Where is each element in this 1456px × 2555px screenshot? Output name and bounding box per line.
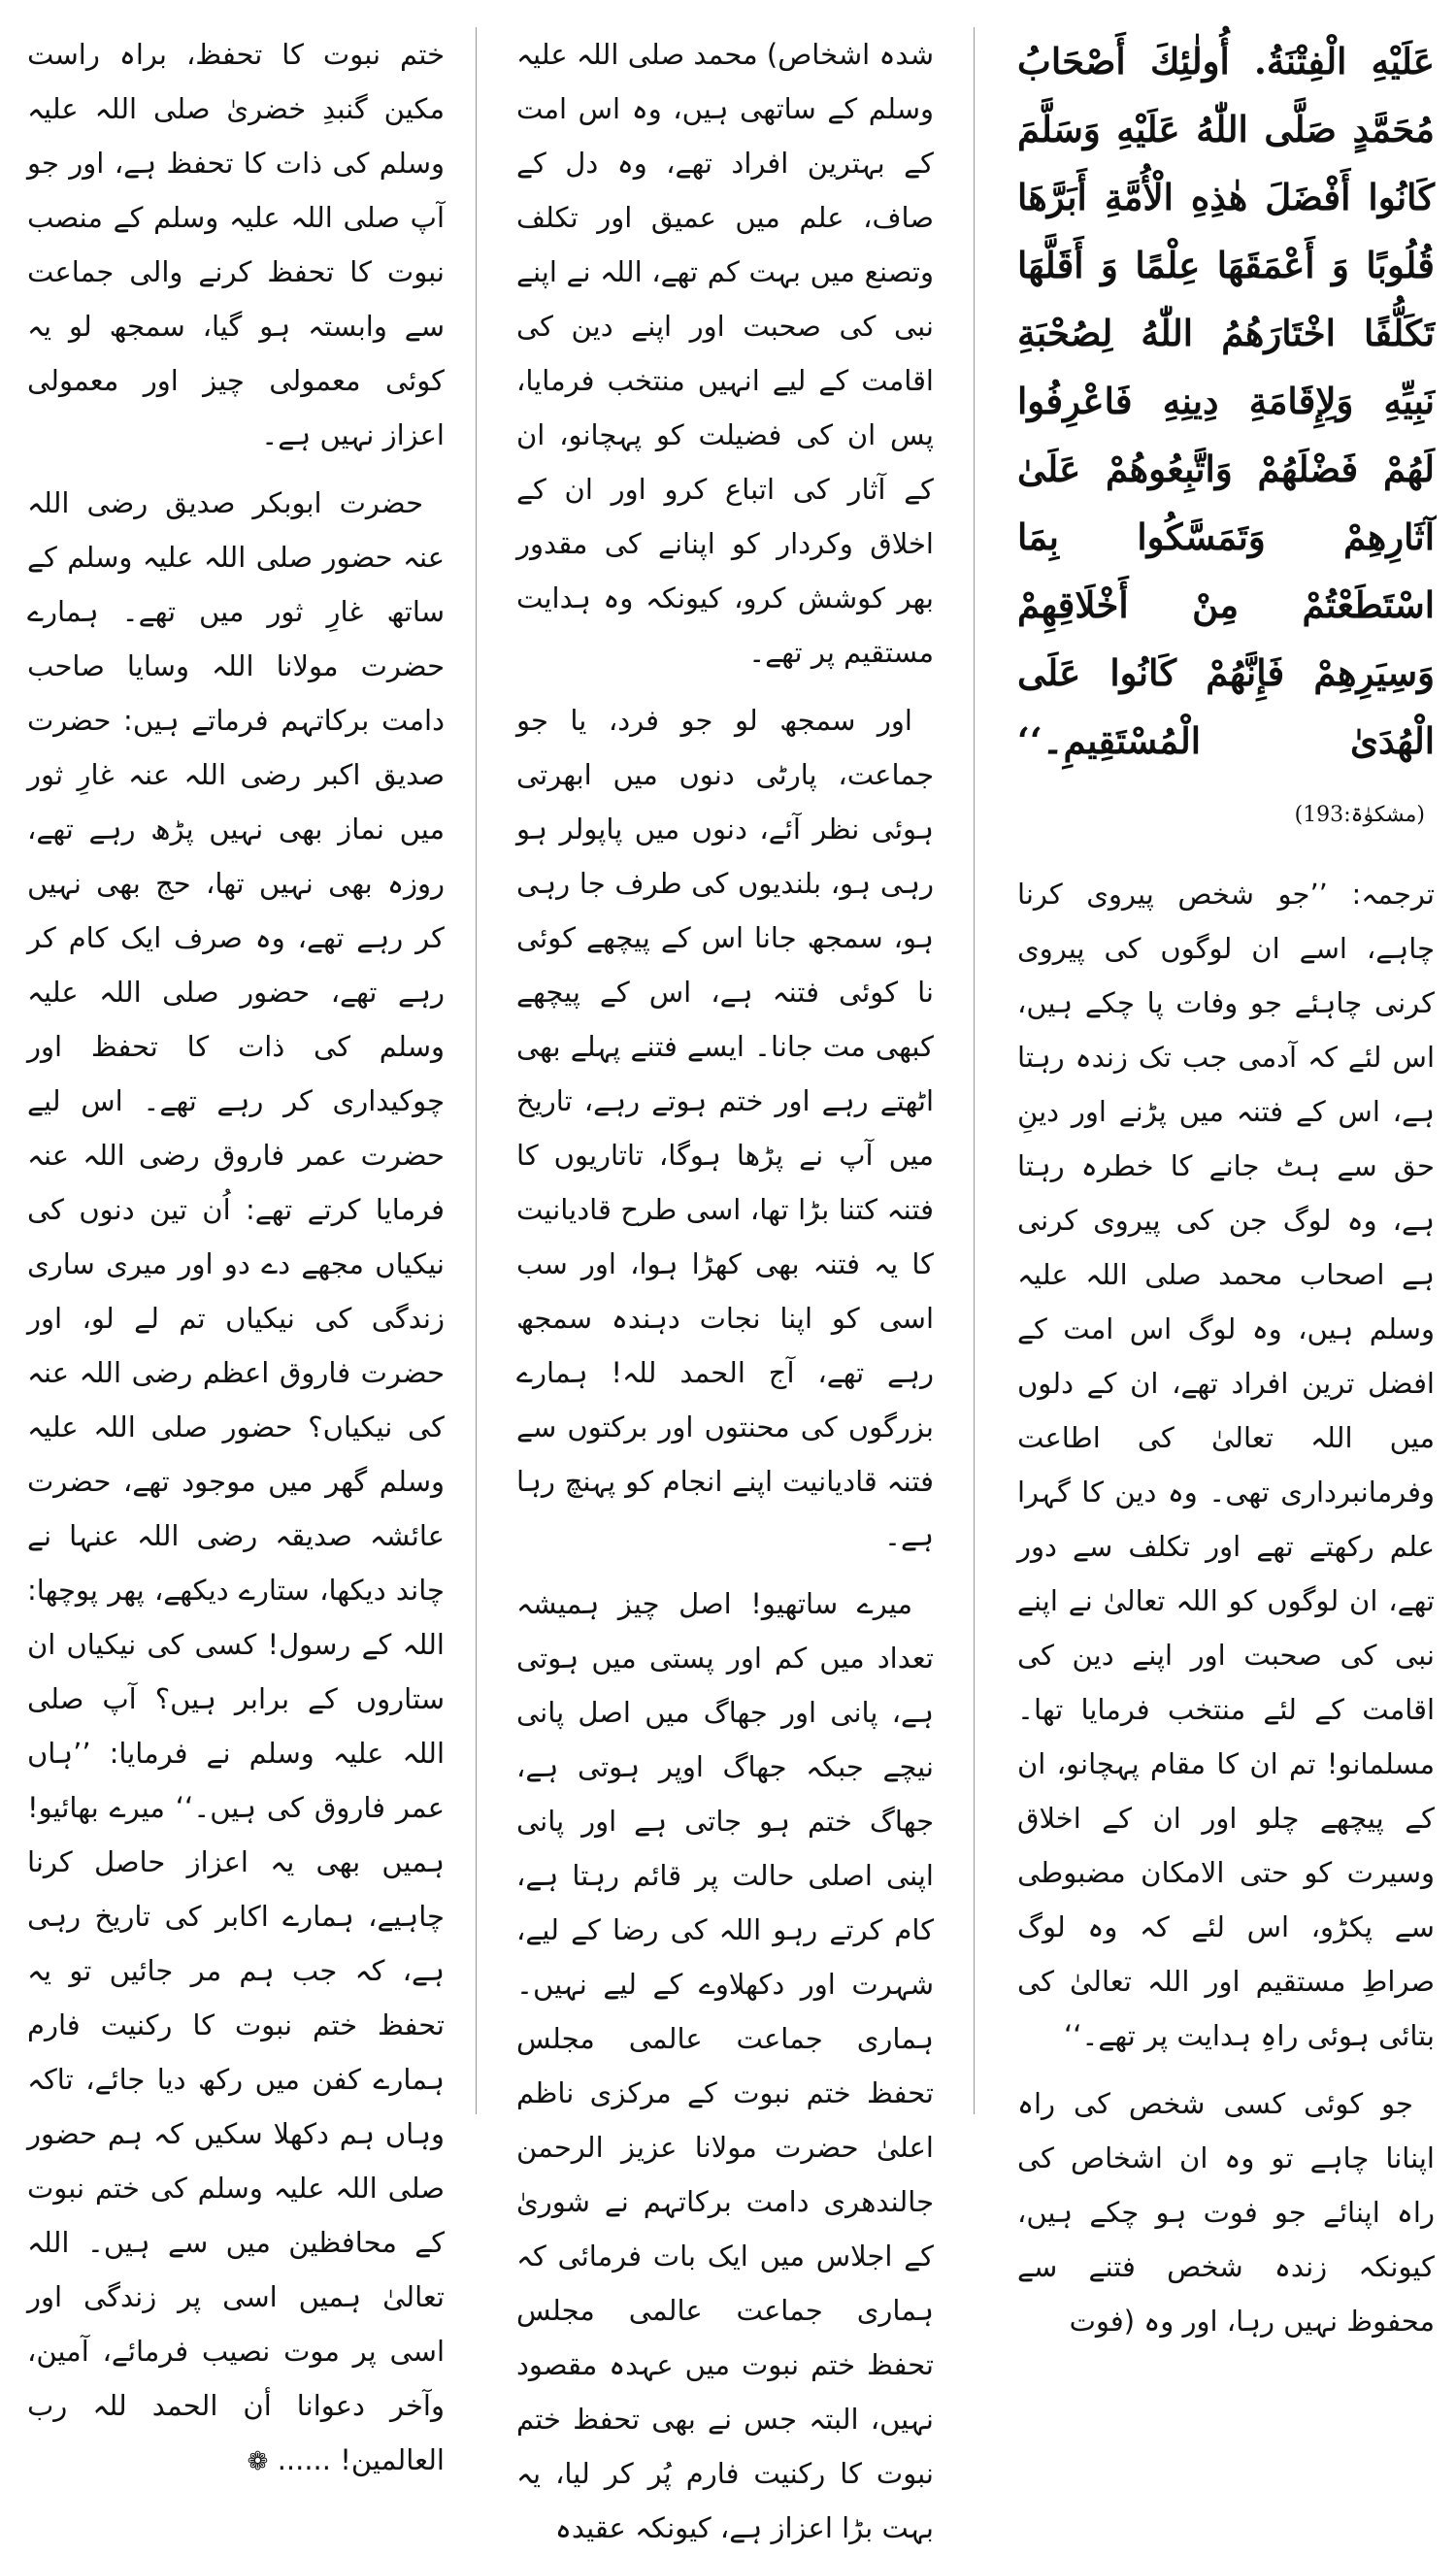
column-right-paragraph-2: جو کوئی کسی شخص کی راہ اپنانا چاہے تو وہ ان اشخاص کی راہ اپنائے جو فوت ہو چکے ہیں، کیونکہ زندہ شخص فتنے سے محفوظ نہیں رہا، اور وہ (فوت xyxy=(1017,2087,1435,2338)
column-middle xyxy=(516,27,934,2544)
column-left-paragraph-2-text: حضرت ابوبکر صدیق رضی اللہ عنہ حضور صلی اللہ علیہ وسلم کے ساتھ غارِ ثور میں تھے۔ ہمارے حضرت مولانا اللہ وسایا صاحب دامت برکاتہم فرماتے ہیں: حضرت صدیق اکبر رضی اللہ عنہ غارِ ثور میں نماز بھی نہیں پڑھ رہے تھے، روزہ بھی نہیں تھا، حج بھی نہیں کر رہے تھے، وہ صرف ایک کام کر رہے تھے، حضور صلی اللہ علیہ وسلم کی ذات کا تحفظ اور چوکیداری کر رہے تھے۔ اس لیے حضرت عمر فاروق رضی اللہ عنہ فرمایا کرتے تھے: اُن تین دنوں کی نیکیاں مجھے دے دو اور میری ساری زندگی کی نیکیاں تم لے لو، اور حضرت فاروق اعظم رضی اللہ عنہ کی نیکیاں؟ حضور صلی اللہ علیہ وسلم گھر میں موجود تھے، حضرت عائشہ صدیقہ رضی اللہ عنہا نے چاند دیکھا، ستارے دیکھے، پھر پوچھا: اللہ کے رسول! کسی کی نیکیاں ان ستاروں کے برابر ہیں؟ آپ صلی اللہ علیہ وسلم نے فرمایا: ’’ہاں عمر فاروق کی ہیں۔‘‘ میرے بھائیو! ہمیں بھی یہ اعزاز حاصل کرنا چاہیے، ہمارے اکابر کی تاریخ رہی ہے، کہ جب ہم مر جائیں تو یہ تحفظ ختم نبوت کا رکنیت فارم ہمارے کفن میں رکھ دیا جائے، تاکہ وہاں ہم دکھلا سکیں کہ ہم حضور صلی اللہ علیہ وسلم کی ختم نبوت کے محافظین میں سے ہیں۔ اللہ تعالیٰ ہمیں اسی پر زندگی اور اسی پر موت نصیب فرمائے، آمین، وآخر دعوانا أن الحمد للہ رب العالمین! ...... xyxy=(27,486,445,2476)
hadith-reference: (مشکوٰۃ:193) xyxy=(1294,803,1425,827)
column-left xyxy=(27,27,445,2476)
column-middle-paragraph-1: شدہ اشخاص) محمد صلی اللہ علیہ وسلم کے ساتھی ہیں، وہ اس امت کے بہترین افراد تھے، وہ دل کے صاف، علم میں عمیق اور تکلف وتصنع میں بہت کم تھے، اللہ نے اپنے نبی کی صحبت اور اپنے دین کی اقامت کے لیے انہیں منتخب فرمایا، پس ان کی فضیلت کو پہچانو، ان کے آثار کی اتباع کرو اور ان کے اخلاق وکردار کو اپنانے کی مقدور بھر کوشش کرو، کیونکہ وہ ہدایت مستقیم پر تھے۔ xyxy=(516,38,934,669)
column-middle-paragraph-2: اور سمجھ لو جو فرد، یا جو جماعت، پارٹی دنوں میں ابھرتی ہوئی نظر آئے، دنوں میں پاپولر ہو رہی ہو، بلندیوں کی طرف جا رہی ہو، سمجھ جانا اس کے پیچھے کوئی نا کوئی فتنہ ہے، اس کے پیچھے کبھی مت جانا۔ ایسے فتنے پہلے بھی اٹھتے رہے اور ختم ہوتے رہے، تاریخ میں آپ نے پڑھا ہوگا، تاتاریوں کا فتنہ کتنا بڑا تھا، اسی طرح قادیانیت کا یہ فتنہ بھی کھڑا ہوا، اور سب اسی کو اپنا نجات دہندہ سمجھ رہے تھے، آج الحمد للہ! ہمارے بزرگوں کی محنتوں اور برکتوں سے فتنہ قادیانیت اپنے انجام کو پہنچ رہا ہے۔ xyxy=(516,704,934,1552)
column-left-paragraph-2 xyxy=(27,476,445,2489)
translation-paragraph: ترجمہ: ’’جو شخص پیروی کرنا چاہے، اسے ان لوگوں کی پیروی کرنی چاہئے جو وفات پا چکے ہیں، اس لئے کہ آدمی جب تک زندہ رہتا ہے، اس کے فتنہ میں پڑنے اور دینِ حق سے ہٹ جانے کا خطرہ رہتا ہے، وہ لوگ جن کی پیروی کرنی ہے اصحاب محمد صلی اللہ علیہ وسلم ہیں، وہ لوگ اس امت کے افضل ترین افراد تھے، ان کے دلوں میں اللہ تعالیٰ کی اطاعت وفرمانبرداری تھی۔ وہ دین کا گہرا علم رکھتے تھے اور تکلف سے دور تھے، ان لوگوں کو اللہ تعالیٰ نے اپنے نبی کی صحبت اور اپنے دین کی اقامت کے لئے منتخب فرمایا تھا۔ مسلمانو! تم ان کا مقام پہچانو، ان کے پیچھے چلو اور ان کے اخلاق وسیرت کو حتی الامکان مضبوطی سے پکڑو، اس لئے کہ وہ لوگ صراطِ مستقیم اور اللہ تعالیٰ کی بتائی ہوئی راہِ ہدایت پر تھے۔‘‘ xyxy=(1017,878,1435,2052)
column-divider-left xyxy=(476,27,477,2114)
column-middle-paragraph-3: میرے ساتھیو! اصل چیز ہمیشہ تعداد میں کم اور پستی میں ہوتی ہے، پانی اور جھاگ میں اصل پانی نیچے جبکہ جھاگ اوپر ہوتی ہے، جھاگ ختم ہو جاتی ہے اور پانی اپنی اصلی حالت پر قائم رہتا ہے، کام کرتے رہو اللہ کی رضا کے لیے، شہرت اور دکھلاوے کے لیے نہیں۔ ہماری جماعت عالمی مجلس تحفظ ختم نبوت کے مرکزی ناظم اعلیٰ حضرت مولانا عزیز الرحمن جالندھری دامت برکاتہم نے شوریٰ کے اجلاس میں ایک بات فرمائی کہ ہماری جماعت عالمی مجلس تحفظ ختم نبوت میں عہدہ مقصود نہیں، البتہ جس نے بھی تحفظ ختم نبوت کا رکنیت فارم پُر کر لیا، یہ بہت بڑا اعزاز ہے، کیونکہ عقیدہ xyxy=(516,1587,934,2544)
article-end-ornament: ❁ xyxy=(247,2447,269,2476)
column-divider-right xyxy=(974,27,975,2114)
arabic-hadith-text xyxy=(1017,27,1435,849)
column-right xyxy=(1017,27,1435,2338)
arabic-hadith-body: عَلَيْهِ الْفِتْنَةُ. أُولٰئِكَ أَصْحَابُ مُحَمَّدٍ صَلَّى اللّٰهُ عَلَيْهِ وَسَلَّمَ كَانُوا أَفْضَلَ هٰذِهِ الْأُمَّةِ أَبَرَّهَا قُلُوبًا وَ أَعْمَقَهَا عِلْمًا وَ أَقَلَّهَا تَكَلُّفًا اخْتَارَهُمُ اللّٰهُ لِصُحْبَةِ نَبِيِّهِ وَلِإِقَامَةِ دِينِهِ فَاعْرِفُوا لَهُمْ فَضْلَهُمْ وَاتَّبِعُوهُمْ عَلَىٰ آثَارِهِمْ وَتَمَسَّكُوا بِمَا اسْتَطَعْتُمْ مِنْ أَخْلَاقِهِمْ وَسِيَرِهِمْ فَإِنَّهُمْ كَانُوا عَلَى الْهُدَىٰ الْمُسْتَقِيمِ۔‘‘ xyxy=(1017,40,1435,762)
column-left-paragraph-1: ختم نبوت کا تحفظ، براہ راست مکین گنبدِ خضریٰ صلی اللہ علیہ وسلم کی ذات کا تحفظ ہے، اور جو آپ صلی اللہ علیہ وسلم کے منصب نبوت کا تحفظ کرنے والی جماعت سے وابستہ ہو گیا، سمجھ لو یہ کوئی معمولی چیز اور معمولی اعزاز نہیں ہے۔ xyxy=(27,38,445,451)
